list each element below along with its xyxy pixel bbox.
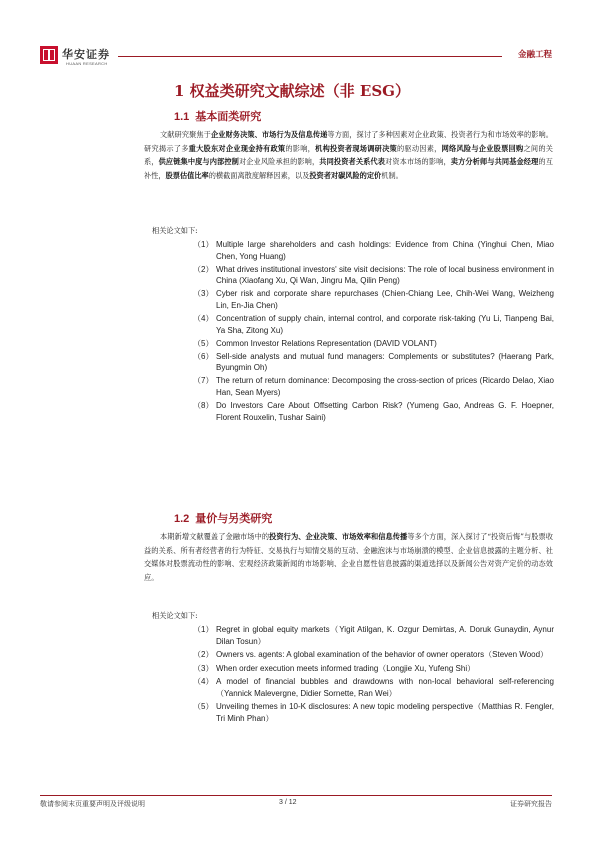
reference-item (174, 676, 554, 700)
reference-number: （2） (193, 650, 214, 660)
reference-number: （5） (193, 338, 214, 348)
reference-list-1-2 (174, 624, 554, 726)
body-text: 对资本市场的影响， (385, 157, 451, 167)
body-text: 等多个方面，深入探讨了“投资后悔”与股票收益的关系、所有者经营者的行为特征、交易执行与知情交易的互动、金融泡沫与市场崩溃的模型、企业信息披露的主题分析、社交媒体对股票流动性的影响、宏观经济政策新闻的市场影响、企业自愿性信息披露的渠道选择以及新闻公告对资产定价的动态效应。 (144, 532, 553, 582)
reference-number: （2） (193, 264, 214, 274)
reference-item (174, 338, 554, 350)
reference-text: Cyber risk and corporate share repurchases (Chien-Chiang Lee, Chih-Wei Wang, Weizheng Lin, En-Jia Chen) (216, 289, 554, 311)
emphasis-text: 重大股东对企业现金持有政策 (188, 143, 286, 153)
section-1-2-summary (144, 530, 553, 584)
related-papers-label: 相关论文如下: (152, 226, 198, 235)
reference-number: （5） (193, 702, 214, 712)
reference-item (174, 649, 554, 661)
body-text: 的影响， (285, 143, 316, 153)
header-section-label: 金融工程 (517, 50, 552, 60)
reference-item (174, 313, 554, 337)
emphasis-text: 股票估值比率 (165, 170, 209, 180)
emphasis-text: 机构投资者现场调研决策 (315, 143, 397, 153)
emphasis-text: 投资者对碳风险的定价 (309, 170, 382, 180)
reference-number: （8） (193, 401, 214, 411)
body-text: 的横截面离散度解释因素，以及 (208, 170, 310, 180)
body-text: 的驱动因素， (396, 143, 442, 153)
footer-disclaimer: 敬请参阅末页重要声明及评级说明 (40, 800, 145, 808)
emphasis-text: 投资行为、企业决策、市场效率和信息传播 (269, 532, 408, 541)
section-number: 1.2 (174, 513, 190, 525)
reference-text: Owners vs. agents: A global examination of the behavior of owner operators（Steven Wood） (216, 650, 549, 660)
header-divider (118, 56, 502, 57)
huaan-logo-icon (40, 46, 58, 64)
reference-text: What drives institutional investors' site visit decisions: The role of local business environment in China (Xiaofang Xu, Qi Wan, Jingru Ma, Qilin Peng) (216, 264, 554, 286)
body-text: 的互补性， (144, 157, 553, 180)
section-title: 基本面类研究 (195, 110, 262, 123)
reference-number: （4） (193, 314, 214, 324)
reference-text: Common Investor Relations Representation (DAVID VOLANT) (216, 338, 437, 348)
section-number: 1.1 (174, 111, 190, 123)
logo-text: 华安证券 (62, 48, 110, 61)
emphasis-text: 共同投资者关系代表 (319, 157, 386, 167)
section-1-1-summary (144, 128, 553, 182)
reference-number: （7） (193, 376, 214, 386)
related-papers-label: 相关论文如下: (152, 611, 198, 620)
reference-number: （6） (193, 351, 214, 361)
footer-divider (40, 795, 552, 796)
reference-text: Unveiling themes in 10-K disclosures: A new topic modeling perspective（Matthias R. Fengler, Tri Minh Phan） (216, 702, 554, 723)
emphasis-text: 网络风险与企业股票回购 (441, 143, 524, 153)
emphasis-text: 卖方分析师与共同基金经理 (450, 157, 539, 167)
reference-text: Regret in global equity markets（Yigit Atilgan, K. Ozgur Demirtas, A. Doruk Gunaydin, Aynur Dilan Tosun） (216, 625, 554, 646)
page-number: 3 / 12 (279, 799, 297, 806)
reference-text: A model of financial bubbles and drawdowns with non-local behavioral self-referencing（Yannick Malevergne, Didier Sornette, Ran Wei） (216, 676, 554, 698)
emphasis-text: 企业财务决策、市场行为及信息传递 (210, 130, 328, 139)
body-text: 等方面，探讨了多种因素对企业政策、投资者行为和市场效率的影响。研究揭示了多 (144, 130, 553, 153)
reference-text: When order execution meets informed trading（Longjie Xu, Yufeng Shi） (216, 663, 476, 673)
reference-number: （1） (193, 240, 214, 249)
page-header (40, 46, 552, 72)
body-text: 文献研究聚焦于 (160, 130, 211, 139)
reference-text: Do Investors Care About Offsetting Carbon Risk? (Yumeng Gao, Andreas G. F. Hoepner, Florent Rouxelin, Tushar Saini) (216, 401, 554, 422)
reference-number: （4） (193, 676, 214, 686)
reference-text: Multiple large shareholders and cash holdings: Evidence from China (Yinghui Chen, Miao Chen, Yong Huang) (216, 240, 554, 261)
logo-subtext: HUAAN RESEARCH (66, 61, 108, 66)
section-title: 量价与另类研究 (195, 512, 273, 525)
reference-item (174, 239, 554, 263)
footer-report-type: 证券研究报告 (510, 800, 552, 808)
reference-item (174, 663, 554, 675)
reference-item (174, 624, 554, 648)
section-heading-1-2 (174, 510, 272, 526)
reference-number: （3） (193, 289, 214, 299)
reference-item (174, 264, 554, 288)
reference-item (174, 375, 554, 399)
reference-number: （3） (193, 663, 214, 673)
reference-item (174, 701, 554, 725)
reference-list-1-1 (174, 239, 554, 425)
reference-item (174, 400, 554, 424)
reference-item (174, 288, 554, 312)
reference-text: Sell-side analysts and mutual fund managers: Complements or substitutes? (Haerang Park, Byungmin Oh) (216, 351, 554, 373)
body-text: 本期新增文献覆盖了金融市场中的 (160, 532, 270, 541)
reference-number: （1） (193, 625, 214, 634)
chapter-title: 1 权益类研究文献综述（非 ESG） (174, 82, 410, 100)
body-text: 之间的关系， (144, 143, 553, 167)
section-heading-1-1 (174, 108, 261, 124)
body-text: 对企业风险承担的影响， (238, 157, 320, 167)
reference-item (174, 351, 554, 375)
reference-text: Concentration of supply chain, internal control, and corporate risk-taking (Yu Li, Tianpeng Bai, Ya Sha, Zitong Xu) (216, 314, 554, 335)
emphasis-text: 供应链集中度与内部控制 (158, 157, 239, 167)
reference-text: The return of return dominance: Decomposing the cross-section of prices (Ricardo Delao, Xiao Han, Sean Myers) (216, 376, 554, 398)
body-text: 机制。 (381, 170, 403, 180)
